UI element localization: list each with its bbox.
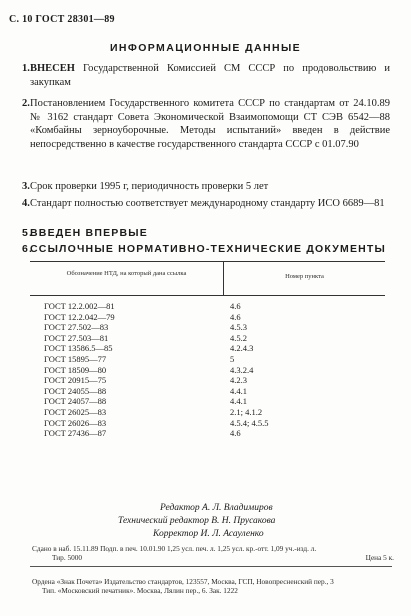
item-number: 4. [22, 198, 30, 209]
item-text: ВВЕДЕН ВПЕРВЫЕ [30, 227, 148, 239]
item-number: 1. [22, 63, 30, 74]
row-clause: 4.4.1 [230, 385, 247, 396]
imprint-divider [30, 566, 392, 567]
row-document: ГОСТ 13586.5—85 [44, 343, 113, 354]
row-clause: 4.2.4.3 [230, 343, 254, 354]
publisher-block [32, 577, 402, 595]
row-clause: 4.6 [230, 428, 241, 439]
row-document: ГОСТ 18509—80 [44, 364, 107, 375]
column-header-clause: Номер пункта [285, 273, 324, 280]
row-document: ГОСТ 12.2.002—81 [44, 301, 115, 311]
page-header: С. 10 ГОСТ 28301—89 [9, 14, 115, 25]
row-clause: 4.5.2 [230, 332, 247, 343]
row-clause: 4.3.2.4 [230, 364, 254, 375]
publisher-line-2: Тип. «Московский печатник». Москва, Лялин пер., 6. Зак. 1222 [42, 586, 238, 595]
row-clause: 2.1; 4.1.2 [230, 406, 263, 417]
editor-line: Редактор А. Л. Владимиров [160, 503, 273, 513]
item-number: 2. [22, 98, 30, 109]
item-text: Срок проверки 1995 г, периодичность проверки 5 лет [30, 181, 269, 192]
column-header-document: Обозначение НТД, на который дана ссылка [66, 270, 187, 277]
info-item-2 [22, 97, 390, 151]
info-item-6 [22, 243, 390, 257]
table-rule-top [30, 261, 385, 262]
info-item-3 [22, 180, 390, 194]
row-clause: 5 [230, 353, 235, 364]
item-text: Государственной Комиссией СМ СССР по продовольствию и закупкам [30, 63, 390, 88]
row-clause: 4.6 [230, 301, 241, 311]
tech-editor-line: Технический редактор В. Н. Прусакова [118, 516, 276, 526]
item-text: Стандарт полностью соответствует международному стандарту ИСО 6689—81 [30, 198, 385, 209]
row-document: ГОСТ 26025—83 [44, 406, 107, 417]
row-clause: 4.4.1 [230, 396, 247, 407]
info-item-4 [22, 197, 390, 211]
table-rule-header [30, 295, 385, 296]
item-number: 5. [22, 227, 34, 239]
row-document: ГОСТ 12.2.042—79 [44, 311, 115, 322]
corrector-line: Корректор И. Л. Асауленко [153, 529, 264, 539]
imprint-circulation: Тир. 5000 [52, 553, 83, 562]
row-clause: 4.5.4; 4.5.5 [230, 417, 269, 428]
row-clause: 4.2.3 [230, 375, 247, 386]
imprint-price: Цена 5 к. [365, 553, 394, 562]
row-document: ГОСТ 27.502—83 [44, 322, 109, 333]
item-label: ВНЕСЕН [30, 63, 75, 74]
item-text: ССЫЛОЧНЫЕ НОРМАТИВНО-ТЕХНИЧЕСКИЕ ДОКУМЕНТЫ [30, 243, 387, 255]
item-number: 3. [22, 181, 30, 192]
section-title: ИНФОРМАЦИОННЫЕ ДАННЫЕ [109, 42, 302, 54]
row-document: ГОСТ 20915—75 [44, 375, 107, 386]
row-document: ГОСТ 26026—83 [44, 417, 107, 428]
row-document: ГОСТ 15895—77 [44, 353, 107, 364]
row-document: ГОСТ 24055—88 [44, 385, 107, 396]
info-item-1 [22, 62, 390, 89]
row-document: ГОСТ 27.503—81 [44, 332, 109, 343]
row-document: ГОСТ 27436—87 [44, 428, 107, 439]
row-document: ГОСТ 24057—88 [44, 396, 107, 407]
item-text: Постановлением Государственного комитета СССР по стандартам от 24.10.89 № 3162 стандарт Совета Экономической Взаимопомощи СТ СЭВ 6542—88 «Комбайны зерноуборочные. Методы испытаний» введен в действие непосредственно в качестве государственного стандарта СССР с 01.07.90 [30, 98, 390, 150]
item-number: 6. [22, 243, 34, 255]
imprint-line-1: Сдано в наб. 15.11.89 Подп. в печ. 10.01.90 1,25 усл. печ. л. 1,25 усл. кр.-отт. 1,09 уч.-изд. л. [32, 544, 317, 553]
publisher-line-1: Ордена «Знак Почета» Издательство стандартов, 123557, Москва, ГСП, Новопресненский пер., 3 [32, 577, 334, 586]
info-item-5 [22, 227, 390, 241]
row-clause: 4.5.3 [230, 322, 247, 333]
row-clause: 4.6 [230, 311, 241, 322]
